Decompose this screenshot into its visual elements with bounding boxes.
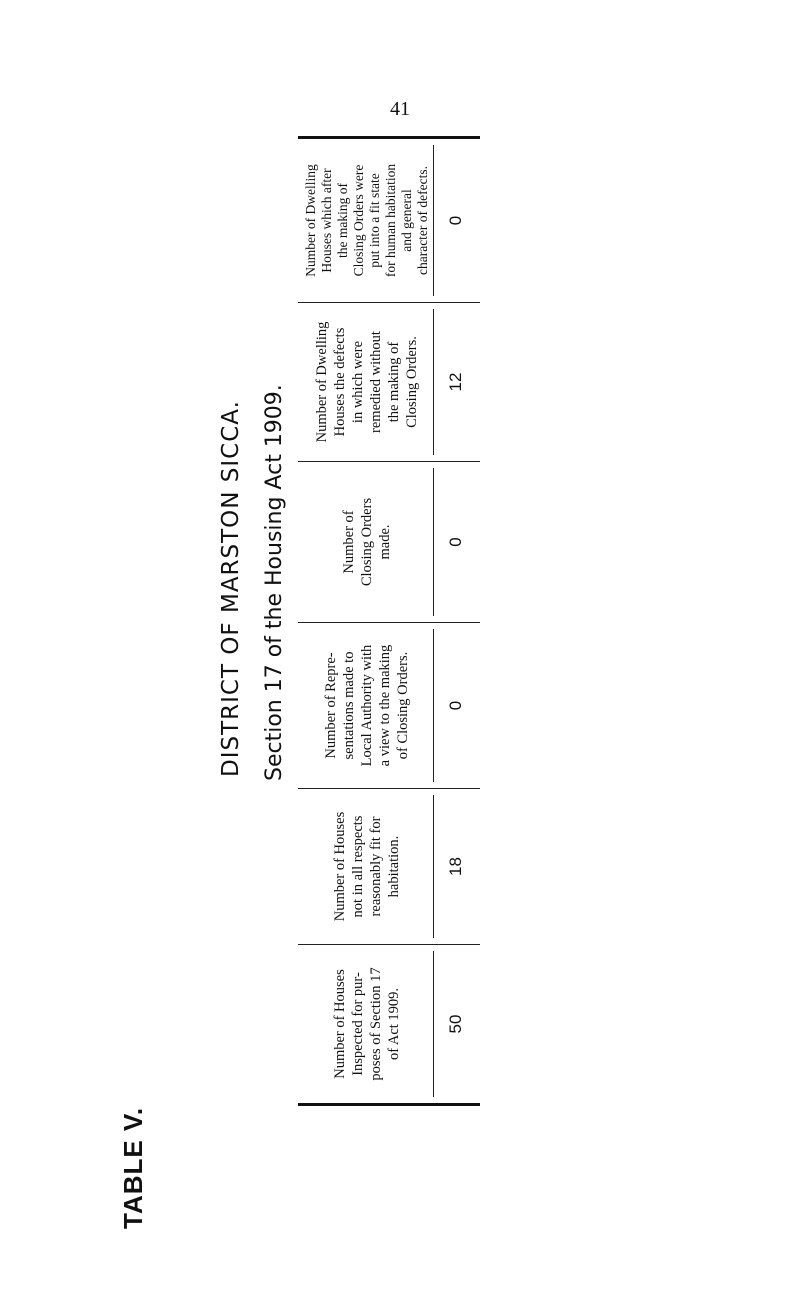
value-cell: 0	[446, 700, 465, 711]
header-line: put into a fit state	[367, 173, 382, 268]
table-label: TABLE V.	[118, 1106, 148, 1229]
header-line: Closing Orders	[359, 497, 375, 587]
header-line: Closing Orders were	[351, 164, 366, 277]
value-cell: 50	[446, 1014, 465, 1034]
column-divider	[298, 788, 480, 789]
header-line: character of defects.	[415, 165, 430, 276]
column-representations	[298, 623, 480, 788]
value-cell: 12	[446, 372, 465, 392]
header-line: Number of Repre-	[323, 652, 339, 759]
header-line: of Closing Orders.	[395, 651, 411, 760]
header-line: Number of Houses	[332, 969, 348, 1079]
value-cell: 0	[446, 215, 465, 226]
header-value-divider	[433, 951, 434, 1097]
district-title: DISTRICT OF MARSTON SICCA.	[218, 400, 244, 777]
column-header	[304, 795, 430, 938]
column-divider	[298, 461, 480, 462]
column-divider	[298, 302, 480, 303]
header-value-divider	[433, 629, 434, 782]
header-line: Inspected for pur-	[350, 972, 366, 1076]
header-line: sentations made to	[341, 651, 357, 760]
table-left-rule	[298, 1103, 480, 1106]
column-header	[304, 951, 430, 1097]
header-line: made.	[377, 524, 393, 560]
header-line: for human habitation	[383, 163, 398, 278]
header-line: remedied without	[368, 331, 384, 433]
column-closing-orders	[298, 462, 480, 622]
header-line: reasonably fit for	[368, 816, 384, 917]
header-line: Local Authority with	[359, 644, 375, 767]
header-line: of Act 1909.	[386, 987, 402, 1061]
header-line: poses of Section 17	[368, 967, 384, 1081]
column-divider	[298, 944, 480, 945]
header-value-divider	[433, 795, 434, 938]
header-line: and general	[399, 189, 414, 252]
header-line: Houses which after	[319, 168, 334, 273]
header-line: Number of	[341, 510, 357, 574]
column-header	[304, 309, 430, 455]
header-line: not in all respects	[350, 815, 366, 918]
header-line: Number of Dwelling	[314, 321, 330, 443]
value-cell: 18	[446, 857, 465, 876]
header-line: in which were	[350, 340, 366, 424]
header-line: Closing Orders.	[404, 336, 420, 428]
header-line: Number of Houses	[332, 811, 348, 922]
header-line: habitation.	[386, 835, 402, 898]
column-defects-remedied	[298, 303, 480, 461]
header-value-divider	[433, 468, 434, 616]
header-line: Number of Dwelling	[303, 164, 318, 277]
page-number: 41	[390, 98, 410, 120]
header-value-divider	[433, 145, 434, 296]
header-line: the making of	[335, 183, 350, 258]
header-value-divider	[433, 309, 434, 455]
column-header	[304, 629, 430, 782]
column-fit-after-closing	[298, 139, 480, 302]
column-header	[304, 468, 430, 616]
value-cell: 0	[446, 537, 465, 547]
column-houses-inspected	[298, 945, 480, 1103]
column-houses-not-fit	[298, 789, 480, 944]
housing-table	[298, 136, 480, 1106]
header-line: the making of	[386, 341, 402, 423]
section-title: Section 17 of the Housing Act 1909.	[262, 384, 287, 781]
header-line: Houses the defects	[332, 327, 348, 437]
header-line: a view to the making	[377, 644, 393, 767]
column-divider	[298, 622, 480, 623]
column-header	[304, 145, 430, 296]
